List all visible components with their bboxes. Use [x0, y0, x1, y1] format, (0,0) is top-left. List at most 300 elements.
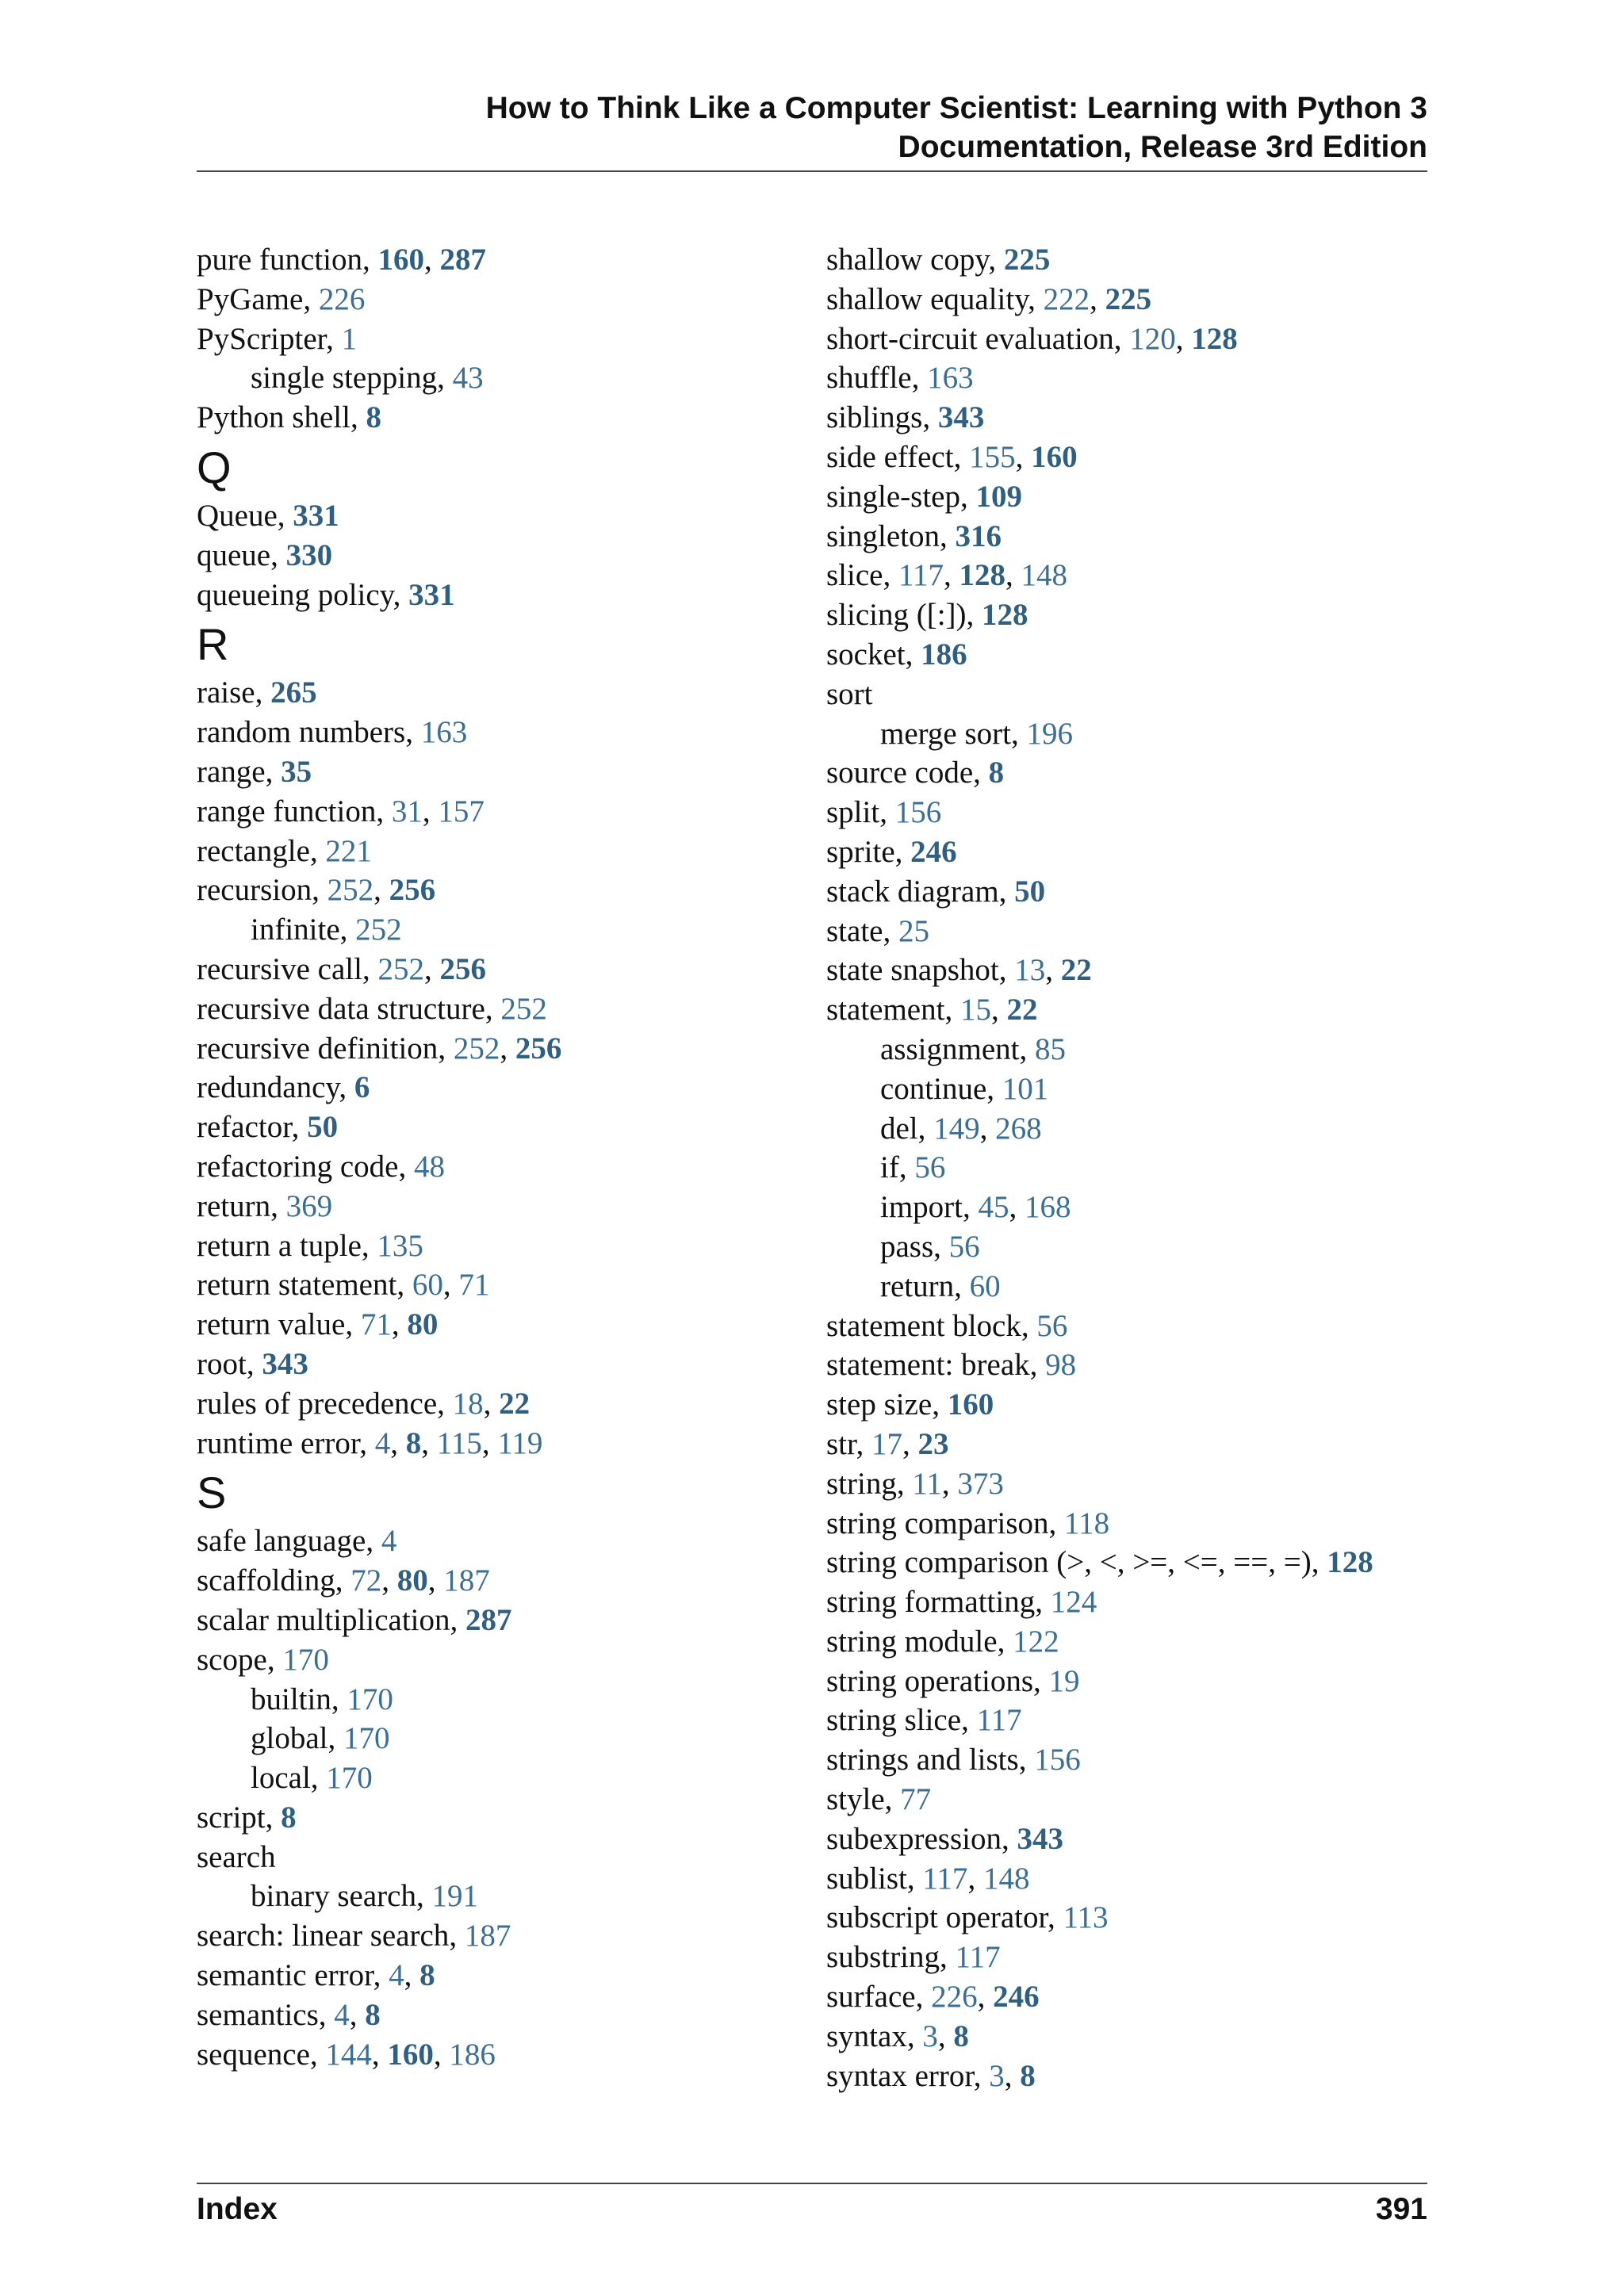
page-reference-link[interactable]: 56 — [1036, 1308, 1068, 1343]
index-letter-heading: R — [197, 619, 229, 670]
page-reference-link[interactable]: 109 — [975, 479, 1022, 514]
index-term: shallow equality — [826, 281, 1028, 316]
index-entry: split, 156 — [826, 795, 942, 830]
index-entry: string formatting, 124 — [826, 1585, 1097, 1620]
page-reference-link[interactable]: 117 — [898, 558, 944, 593]
page-reference-link[interactable]: 160 — [377, 243, 425, 277]
page-reference-link[interactable]: 45 — [978, 1190, 1009, 1225]
page-reference-link[interactable]: 119 — [497, 1425, 543, 1460]
page-reference-link[interactable]: 160 — [1031, 439, 1078, 474]
index-term: siblings — [826, 400, 923, 435]
index-term: Queue — [197, 498, 278, 533]
page-reference-link[interactable]: 8 — [953, 2019, 969, 2053]
index-entry: siblings, 343 — [826, 400, 985, 435]
page-reference-link[interactable]: 128 — [1191, 321, 1238, 356]
index-term: stack diagram — [826, 874, 999, 909]
page-reference-link[interactable]: 128 — [959, 558, 1006, 593]
index-subentry: single stepping, 43 — [251, 361, 484, 396]
page-reference-link[interactable]: 6 — [354, 1070, 370, 1105]
index-term: sequence — [197, 2037, 310, 2072]
index-entry: statement: break, 98 — [826, 1348, 1077, 1383]
running-footer — [197, 2192, 1427, 2227]
index-subentry: continue, 101 — [880, 1071, 1049, 1106]
page-reference-link[interactable]: 3 — [922, 2019, 938, 2053]
index-entry: recursive call, 252, 256 — [197, 951, 486, 986]
page-reference-link[interactable]: 156 — [894, 795, 942, 830]
index-term: import — [880, 1190, 963, 1225]
page-reference-link[interactable]: 265 — [270, 675, 317, 710]
index-entry: state snapshot, 13, 22 — [826, 953, 1092, 988]
index-entry: surface, 226, 246 — [826, 1980, 1040, 2015]
page-reference-link[interactable]: 56 — [914, 1150, 946, 1185]
index-entry: queue, 330 — [197, 538, 333, 572]
index-subentry: builtin, 170 — [251, 1682, 393, 1716]
page-reference-link[interactable]: 246 — [910, 834, 957, 869]
page-reference-link[interactable]: 268 — [995, 1111, 1042, 1146]
page-reference-link[interactable]: 330 — [285, 538, 333, 572]
index-entry: shuffle, 163 — [826, 361, 974, 396]
index-column-right — [826, 240, 1397, 2095]
index-term: return value — [197, 1307, 346, 1342]
index-term: range — [197, 754, 266, 789]
index-term: refactoring code — [197, 1149, 399, 1184]
index-subentry: binary search, 191 — [251, 1879, 478, 1914]
index-entry: step size, 160 — [826, 1387, 994, 1422]
page-reference-link[interactable]: 4 — [374, 1425, 391, 1460]
index-entry: subexpression, 343 — [826, 1821, 1063, 1856]
index-term: script — [197, 1800, 266, 1835]
index-subentry: infinite, 252 — [251, 913, 402, 947]
page-reference-link[interactable]: 343 — [262, 1346, 308, 1381]
index-term: shallow copy — [826, 243, 989, 277]
page-reference-link[interactable]: 287 — [439, 243, 487, 277]
index-entry: queueing policy, 331 — [197, 577, 455, 612]
index-entry: string slice, 117 — [826, 1703, 1022, 1738]
page-reference-link[interactable]: 221 — [325, 833, 372, 868]
index-entry: short-circuit evaluation, 120, 128 — [826, 321, 1238, 356]
index-entry: rules of precedence, 18, 22 — [197, 1386, 530, 1421]
index-term: scope — [197, 1642, 267, 1677]
index-term: slicing ([:]) — [826, 598, 967, 633]
page-reference-link[interactable]: 43 — [452, 361, 484, 396]
index-term: string module — [826, 1624, 998, 1659]
index-term: global — [251, 1721, 328, 1756]
page-reference-link[interactable]: 222 — [1043, 281, 1090, 316]
page-reference-link[interactable]: 252 — [355, 913, 402, 947]
page-reference-link[interactable]: 157 — [438, 794, 485, 828]
index-term: recursive data structure — [197, 991, 485, 1026]
index-subentry: if, 56 — [880, 1150, 946, 1185]
index-term: search — [197, 1839, 276, 1874]
index-term: rules of precedence — [197, 1386, 438, 1421]
page-reference-link[interactable]: 170 — [343, 1721, 390, 1756]
index-term: str — [826, 1426, 856, 1461]
index-entry: runtime error, 4, 8, 115, 119 — [197, 1425, 543, 1460]
index-entry: recursion, 252, 256 — [197, 873, 436, 908]
index-term: return a tuple — [197, 1228, 362, 1263]
index-term: refactor — [197, 1110, 292, 1145]
index-subentry: local, 170 — [251, 1761, 373, 1796]
index-term: sprite — [826, 834, 895, 869]
page-reference-link[interactable]: 191 — [431, 1879, 478, 1914]
index-term: socket — [826, 637, 906, 672]
index-entry: recursive definition, 252, 256 — [197, 1031, 562, 1066]
index-entry: semantics, 4, 8 — [197, 1997, 381, 2032]
page-reference-link[interactable]: 187 — [443, 1563, 490, 1598]
index-term: if — [880, 1150, 899, 1185]
index-entry: scope, 170 — [197, 1642, 329, 1677]
index-entry: state, 25 — [826, 913, 929, 948]
page-reference-link[interactable]: 8 — [281, 1800, 297, 1835]
index-entry: shallow copy, 225 — [826, 243, 1051, 277]
index-entry: syntax error, 3, 8 — [826, 2058, 1036, 2093]
page-reference-link[interactable]: 50 — [1014, 874, 1046, 909]
index-term: statement block — [826, 1308, 1021, 1343]
index-entry: syntax, 3, 8 — [826, 2019, 969, 2053]
index-entry: return, 369 — [197, 1188, 333, 1223]
page-reference-link[interactable]: 124 — [1050, 1585, 1097, 1620]
index-subentry: global, 170 — [251, 1721, 390, 1756]
page-reference-link[interactable]: 343 — [937, 400, 985, 435]
index-term: queueing policy — [197, 577, 393, 612]
index-term: safe language — [197, 1524, 366, 1559]
index-term: substring — [826, 1940, 940, 1975]
index-term: side effect — [826, 439, 954, 474]
index-entry: search: linear search, 187 — [197, 1919, 511, 1954]
index-term: return — [880, 1269, 955, 1303]
index-entry: string comparison, 118 — [826, 1506, 1110, 1540]
page-reference-link[interactable]: 4 — [389, 1958, 404, 1993]
index-term: string slice — [826, 1703, 962, 1738]
page-reference-link[interactable]: 373 — [957, 1466, 1004, 1501]
page-reference-link[interactable]: 144 — [325, 2037, 372, 2072]
index-term: string comparison (>, <, >=, <=, ==, =) — [826, 1545, 1312, 1580]
index-entry: return a tuple, 135 — [197, 1228, 423, 1263]
page-reference-link[interactable]: 48 — [413, 1149, 445, 1184]
index-term: pass — [880, 1229, 934, 1264]
index-entry: string module, 122 — [826, 1624, 1059, 1659]
index-term: singleton — [826, 519, 940, 553]
page-reference-link[interactable]: 113 — [1063, 1900, 1109, 1935]
index-term: scaffolding — [197, 1563, 335, 1598]
page-reference-link[interactable]: 246 — [993, 1980, 1040, 2015]
page-reference-link[interactable]: 225 — [1105, 281, 1152, 316]
index-term: range function — [197, 794, 377, 828]
page-reference-link[interactable]: 148 — [982, 1861, 1030, 1896]
running-header — [197, 89, 1427, 166]
page-reference-link[interactable]: 170 — [347, 1682, 393, 1716]
page-reference-link[interactable]: 8 — [366, 400, 381, 435]
page-reference-link[interactable]: 316 — [955, 519, 1002, 553]
index-term: recursive definition — [197, 1031, 439, 1066]
index-term: binary search — [251, 1879, 416, 1914]
index-term: local — [251, 1761, 311, 1796]
page-reference-link[interactable]: 128 — [982, 598, 1028, 633]
page-reference-link[interactable]: 226 — [318, 281, 366, 316]
index-entry: slicing ([:]), 128 — [826, 598, 1028, 633]
index-entry: singleton, 316 — [826, 519, 1002, 553]
index-entry: safe language, 4 — [197, 1524, 397, 1559]
index-term: step size — [826, 1387, 933, 1422]
index-entry: statement block, 56 — [826, 1308, 1068, 1343]
page-reference-link[interactable]: 128 — [1327, 1545, 1373, 1580]
page-reference-link[interactable]: 60 — [969, 1269, 1001, 1303]
index-entry: root, 343 — [197, 1346, 308, 1381]
index-term: string — [826, 1466, 897, 1501]
index-term: split — [826, 795, 880, 830]
page-reference-link[interactable]: 72 — [350, 1563, 382, 1598]
page-reference-link[interactable]: 25 — [898, 913, 929, 948]
index-term: Python shell — [197, 400, 350, 435]
page-reference-link[interactable]: 256 — [389, 873, 436, 908]
page-reference-link[interactable]: 252 — [377, 951, 424, 986]
index-entry: recursive data structure, 252 — [197, 991, 547, 1026]
page-reference-link[interactable]: 15 — [959, 993, 991, 1027]
index-subentry: return, 60 — [880, 1269, 1001, 1303]
page-reference-link[interactable]: 343 — [1017, 1821, 1063, 1856]
page-reference-link[interactable]: 163 — [420, 715, 468, 750]
index-entry: redundancy, 6 — [197, 1070, 370, 1105]
index-entry: sprite, 246 — [826, 834, 957, 869]
index-term: random numbers — [197, 715, 406, 750]
page-reference-link[interactable]: 117 — [976, 1703, 1022, 1738]
index-term: recursive call — [197, 951, 362, 986]
index-term: syntax error — [826, 2058, 974, 2093]
index-term: slice — [826, 558, 883, 593]
page-reference-link[interactable]: 8 — [365, 1997, 381, 2032]
index-entry: sequence, 144, 160, 186 — [197, 2037, 496, 2072]
page-reference-link[interactable]: 8 — [405, 1425, 422, 1460]
index-term: string operations — [826, 1663, 1034, 1698]
page-reference-link[interactable]: 18 — [452, 1386, 484, 1421]
index-term: infinite — [251, 913, 340, 947]
index-term: string formatting — [826, 1585, 1036, 1620]
page-reference-link[interactable]: 19 — [1048, 1663, 1080, 1698]
page-reference-link[interactable]: 115 — [436, 1425, 482, 1460]
index-term: surface — [826, 1980, 916, 2015]
page-reference-link[interactable]: 225 — [1003, 243, 1051, 277]
index-term: root — [197, 1346, 247, 1381]
index-subentry: import, 45, 168 — [880, 1190, 1071, 1225]
index-term: single-step — [826, 479, 960, 514]
index-subentry: pass, 56 — [880, 1229, 980, 1264]
page-reference-link[interactable]: 3 — [989, 2058, 1005, 2093]
index-entry: Queue, 331 — [197, 498, 339, 533]
index-entry: string operations, 19 — [826, 1663, 1080, 1698]
index-term: shuffle — [826, 361, 912, 396]
header-title-line-2: Documentation, Release 3rd Edition — [898, 130, 1427, 164]
index-term: builtin — [251, 1682, 331, 1716]
page-reference-link[interactable]: 8 — [419, 1958, 435, 1993]
page-reference-link[interactable]: 50 — [307, 1110, 339, 1145]
page-reference-link[interactable]: 331 — [408, 577, 455, 612]
page-reference-link[interactable]: 56 — [948, 1229, 980, 1264]
page-reference-link[interactable]: 85 — [1034, 1031, 1066, 1066]
page-reference-link[interactable]: 4 — [334, 1997, 350, 2032]
index-entry: source code, 8 — [826, 756, 1005, 790]
index-entry: string, 11, 373 — [826, 1466, 1004, 1501]
index-entry: range, 35 — [197, 754, 312, 789]
index-term: merge sort — [880, 716, 1011, 751]
header-title-line-1: How to Think Like a Computer Scientist: Learning with Python 3 — [485, 91, 1427, 125]
page-reference-link[interactable]: 4 — [381, 1524, 397, 1559]
page-reference-link[interactable]: 252 — [500, 991, 547, 1026]
page-reference-link[interactable]: 22 — [1006, 993, 1038, 1027]
index-entry: Python shell, 8 — [197, 400, 381, 435]
index-entry: refactor, 50 — [197, 1110, 339, 1145]
index-entry — [197, 1838, 561, 1877]
index-term: PyScripter — [197, 321, 327, 356]
index-subentry: assignment, 85 — [880, 1031, 1066, 1066]
page-reference-link[interactable]: 120 — [1129, 321, 1176, 356]
index-term: sort — [826, 676, 873, 711]
index-entry: str, 17, 23 — [826, 1426, 949, 1461]
index-entry: single-step, 109 — [826, 479, 1022, 514]
page-reference-link[interactable]: 22 — [1060, 953, 1092, 988]
index-entry: script, 8 — [197, 1800, 297, 1835]
index-subentry: del, 149, 268 — [880, 1111, 1042, 1146]
index-entry: refactoring code, 48 — [197, 1149, 445, 1184]
page-number: 391 — [1375, 2192, 1427, 2226]
index-entry: stack diagram, 50 — [826, 874, 1046, 909]
page-reference-link[interactable]: 71 — [458, 1268, 490, 1303]
page-reference-link[interactable]: 148 — [1021, 558, 1068, 593]
index-term: redundancy — [197, 1070, 339, 1105]
index-term: short-circuit evaluation — [826, 321, 1114, 356]
page-reference-link[interactable]: 101 — [1002, 1071, 1049, 1106]
index-term: subexpression — [826, 1821, 1002, 1856]
page-reference-link[interactable]: 98 — [1045, 1348, 1077, 1383]
page-reference-link[interactable]: 11 — [912, 1466, 942, 1501]
index-term: style — [826, 1782, 885, 1817]
footer-divider — [197, 2183, 1427, 2184]
page-reference-link[interactable]: 80 — [407, 1307, 439, 1342]
index-term: string comparison — [826, 1506, 1049, 1540]
page-reference-link[interactable]: 80 — [396, 1563, 428, 1598]
page-reference-link[interactable]: 163 — [927, 361, 974, 396]
index-term: syntax — [826, 2019, 907, 2053]
page-reference-link[interactable]: 160 — [947, 1387, 994, 1422]
index-entry: rectangle, 221 — [197, 833, 372, 868]
index-term: recursion — [197, 873, 312, 908]
index-entry: scalar multiplication, 287 — [197, 1602, 512, 1637]
page-reference-link[interactable]: 256 — [439, 951, 486, 986]
index-term: scalar multiplication — [197, 1602, 450, 1637]
page-reference-link[interactable]: 287 — [465, 1602, 512, 1637]
index-entry: return statement, 60, 71 — [197, 1268, 490, 1303]
page-reference-link[interactable]: 35 — [281, 754, 312, 789]
page-reference-link[interactable]: 331 — [293, 498, 339, 533]
index-term: rectangle — [197, 833, 310, 868]
index-letter-heading: S — [197, 1468, 227, 1518]
page-reference-link[interactable]: 186 — [921, 637, 967, 672]
page-reference-link[interactable]: 170 — [282, 1642, 329, 1677]
index-term: sublist — [826, 1861, 907, 1896]
page-reference-link[interactable]: 252 — [453, 1031, 500, 1066]
page-reference-link[interactable]: 17 — [871, 1426, 902, 1461]
index-entry: PyScripter, 1 — [197, 321, 358, 356]
index-letter-heading: Q — [197, 442, 232, 492]
index-entry: side effect, 155, 160 — [826, 439, 1078, 474]
page-reference-link[interactable]: 8 — [988, 756, 1005, 790]
page-reference-link[interactable]: 60 — [412, 1268, 443, 1303]
page-reference-link[interactable]: 1 — [341, 321, 358, 356]
index-entry: string comparison (>, <, >=, <=, ==, =), 128 — [826, 1545, 1373, 1580]
page-reference-link[interactable]: 168 — [1025, 1190, 1071, 1225]
page-reference-link[interactable]: 77 — [900, 1782, 932, 1817]
index-term: continue — [880, 1071, 987, 1106]
footer-section-label: Index — [197, 2192, 278, 2226]
page-reference-link[interactable]: 186 — [449, 2037, 496, 2072]
index-entry: sublist, 117, 148 — [826, 1861, 1030, 1896]
page-reference-link[interactable]: 117 — [955, 1940, 1001, 1975]
index-term: queue — [197, 538, 271, 572]
page-reference-link[interactable]: 71 — [360, 1307, 392, 1342]
index-entry: style, 77 — [826, 1782, 932, 1817]
page-reference-link[interactable]: 118 — [1064, 1506, 1110, 1540]
index-entry: shallow equality, 222, 225 — [826, 281, 1152, 316]
index-entry: pure function, 160, 287 — [197, 243, 487, 277]
index-entry: statement, 15, 22 — [826, 993, 1038, 1027]
page-reference-link[interactable]: 122 — [1013, 1624, 1059, 1659]
page-reference-link[interactable]: 226 — [931, 1980, 978, 2015]
page-reference-link[interactable]: 117 — [922, 1861, 968, 1896]
page-reference-link[interactable]: 156 — [1034, 1743, 1081, 1777]
index-term: pure function — [197, 243, 363, 277]
index-term: PyGame — [197, 281, 304, 316]
page-reference-link[interactable]: 155 — [969, 439, 1016, 474]
index-term: subscript operator — [826, 1900, 1048, 1935]
index-term: strings and lists — [826, 1743, 1019, 1777]
page-reference-link[interactable]: 31 — [391, 794, 423, 828]
page-reference-link[interactable]: 369 — [285, 1188, 333, 1223]
index-term: del — [880, 1111, 918, 1146]
index-term: state snapshot — [826, 953, 999, 988]
index-term: raise — [197, 675, 255, 710]
page-reference-link[interactable]: 256 — [515, 1031, 562, 1066]
index-term: semantics — [197, 1997, 319, 2032]
index-entry: slice, 117, 128, 148 — [826, 558, 1068, 593]
page-reference-link[interactable]: 187 — [464, 1919, 511, 1954]
page-reference-link[interactable]: 252 — [327, 873, 374, 908]
index-term: semantic error — [197, 1958, 373, 1993]
page-reference-link[interactable]: 196 — [1026, 716, 1073, 751]
index-term: runtime error — [197, 1425, 360, 1460]
page-reference-link[interactable]: 170 — [326, 1761, 373, 1796]
index-entry: subscript operator, 113 — [826, 1900, 1109, 1935]
index-entry: PyGame, 226 — [197, 281, 366, 316]
index-term: return statement — [197, 1268, 397, 1303]
page-reference-link[interactable]: 22 — [499, 1386, 530, 1421]
page-reference-link[interactable]: 160 — [387, 2037, 434, 2072]
index-entry: semantic error, 4, 8 — [197, 1958, 435, 1993]
page-reference-link[interactable]: 23 — [917, 1426, 949, 1461]
index-entry: strings and lists, 156 — [826, 1743, 1081, 1777]
index-entry: raise, 265 — [197, 675, 317, 710]
index-term: source code — [826, 756, 974, 790]
index-term: statement: break — [826, 1348, 1030, 1383]
index-entry: range function, 31, 157 — [197, 794, 485, 828]
header-divider — [197, 170, 1427, 172]
page-reference-link[interactable]: 13 — [1014, 953, 1046, 988]
index-entry: scaffolding, 72, 80, 187 — [197, 1563, 490, 1598]
index-term: search: linear search — [197, 1919, 450, 1954]
page-reference-link[interactable]: 8 — [1020, 2058, 1036, 2093]
page-reference-link[interactable]: 149 — [933, 1111, 980, 1146]
index-entry: socket, 186 — [826, 637, 967, 672]
page-reference-link[interactable]: 135 — [377, 1228, 423, 1263]
index-entry — [826, 675, 1397, 714]
